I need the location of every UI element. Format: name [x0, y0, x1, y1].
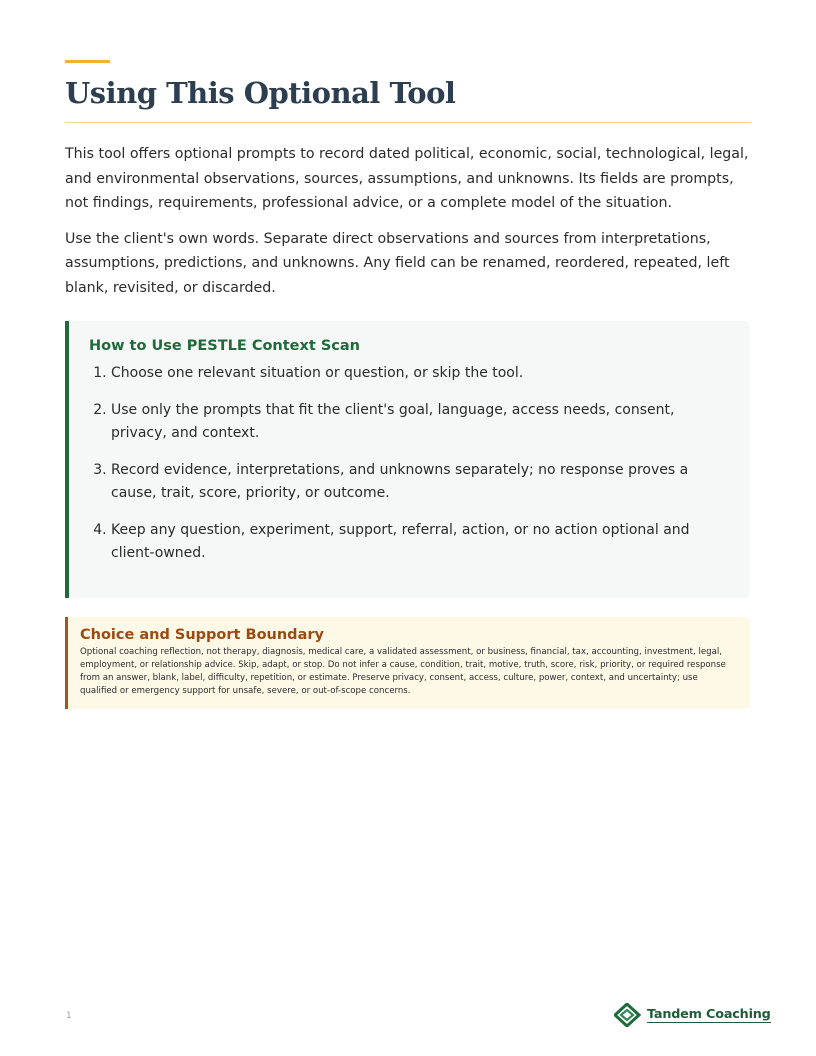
howto-step: 4. Keep any question, experiment, support, referral, action, or no action optional and client-owned. [111, 519, 726, 566]
title-accent-bar [65, 60, 110, 63]
howto-steps-list [89, 362, 726, 566]
howto-callout [65, 321, 750, 598]
brand-name: Tandem Coaching [647, 1006, 771, 1022]
intro-paragraph: This tool offers optional prompts to record dated political, economic, social, technological, legal, and environmental observations, sources, assumptions, and unknowns. Its fields are prompts, not findings, requirements, professional advice, or a complete model of the situation. [65, 146, 749, 212]
brand-logo [614, 1003, 771, 1027]
boundary-callout [65, 617, 750, 709]
title-divider [65, 122, 751, 123]
howto-heading: How to Use PESTLE Context Scan [89, 338, 360, 354]
page-number: 1 [66, 1011, 72, 1021]
intro-section [65, 142, 755, 312]
intro-paragraph: Use the client's own words. Separate direct observations and sources from interpretations, assumptions, predictions, and unknowns. Any field can be renamed, reordered, repeated, left blank, revisited, or discarded. [65, 230, 730, 296]
howto-step: 2. Use only the prompts that fit the client's goal, language, access needs, consent, privacy, and context. [111, 399, 726, 446]
boundary-heading: Choice and Support Boundary [80, 627, 324, 643]
page-title: Using This Optional Tool [65, 76, 456, 110]
howto-step: 3. Record evidence, interpretations, and unknowns separately; no response proves a cause, trait, score, priority, or outcome. [111, 459, 726, 506]
howto-step: 1. Choose one relevant situation or question, or skip the tool. [111, 362, 726, 386]
double-diamond-logo-icon [614, 1003, 642, 1027]
boundary-text: Optional coaching reflection, not therapy, diagnosis, medical care, a validated assessment, or business, financial, tax, accounting, investment, legal, employment, or relationship advice. Skip, adapt, or stop. Do not infer a cause, condition, trait, motive, truth, score, risk, priority, or required response from an answer, blank, label, difficulty, repetition, or estimate. Preserve privacy, consent, access, culture, power, context, and uncertainty; use qualified or emergency support for unsafe, severe, or out-of-scope concerns. [80, 647, 726, 696]
